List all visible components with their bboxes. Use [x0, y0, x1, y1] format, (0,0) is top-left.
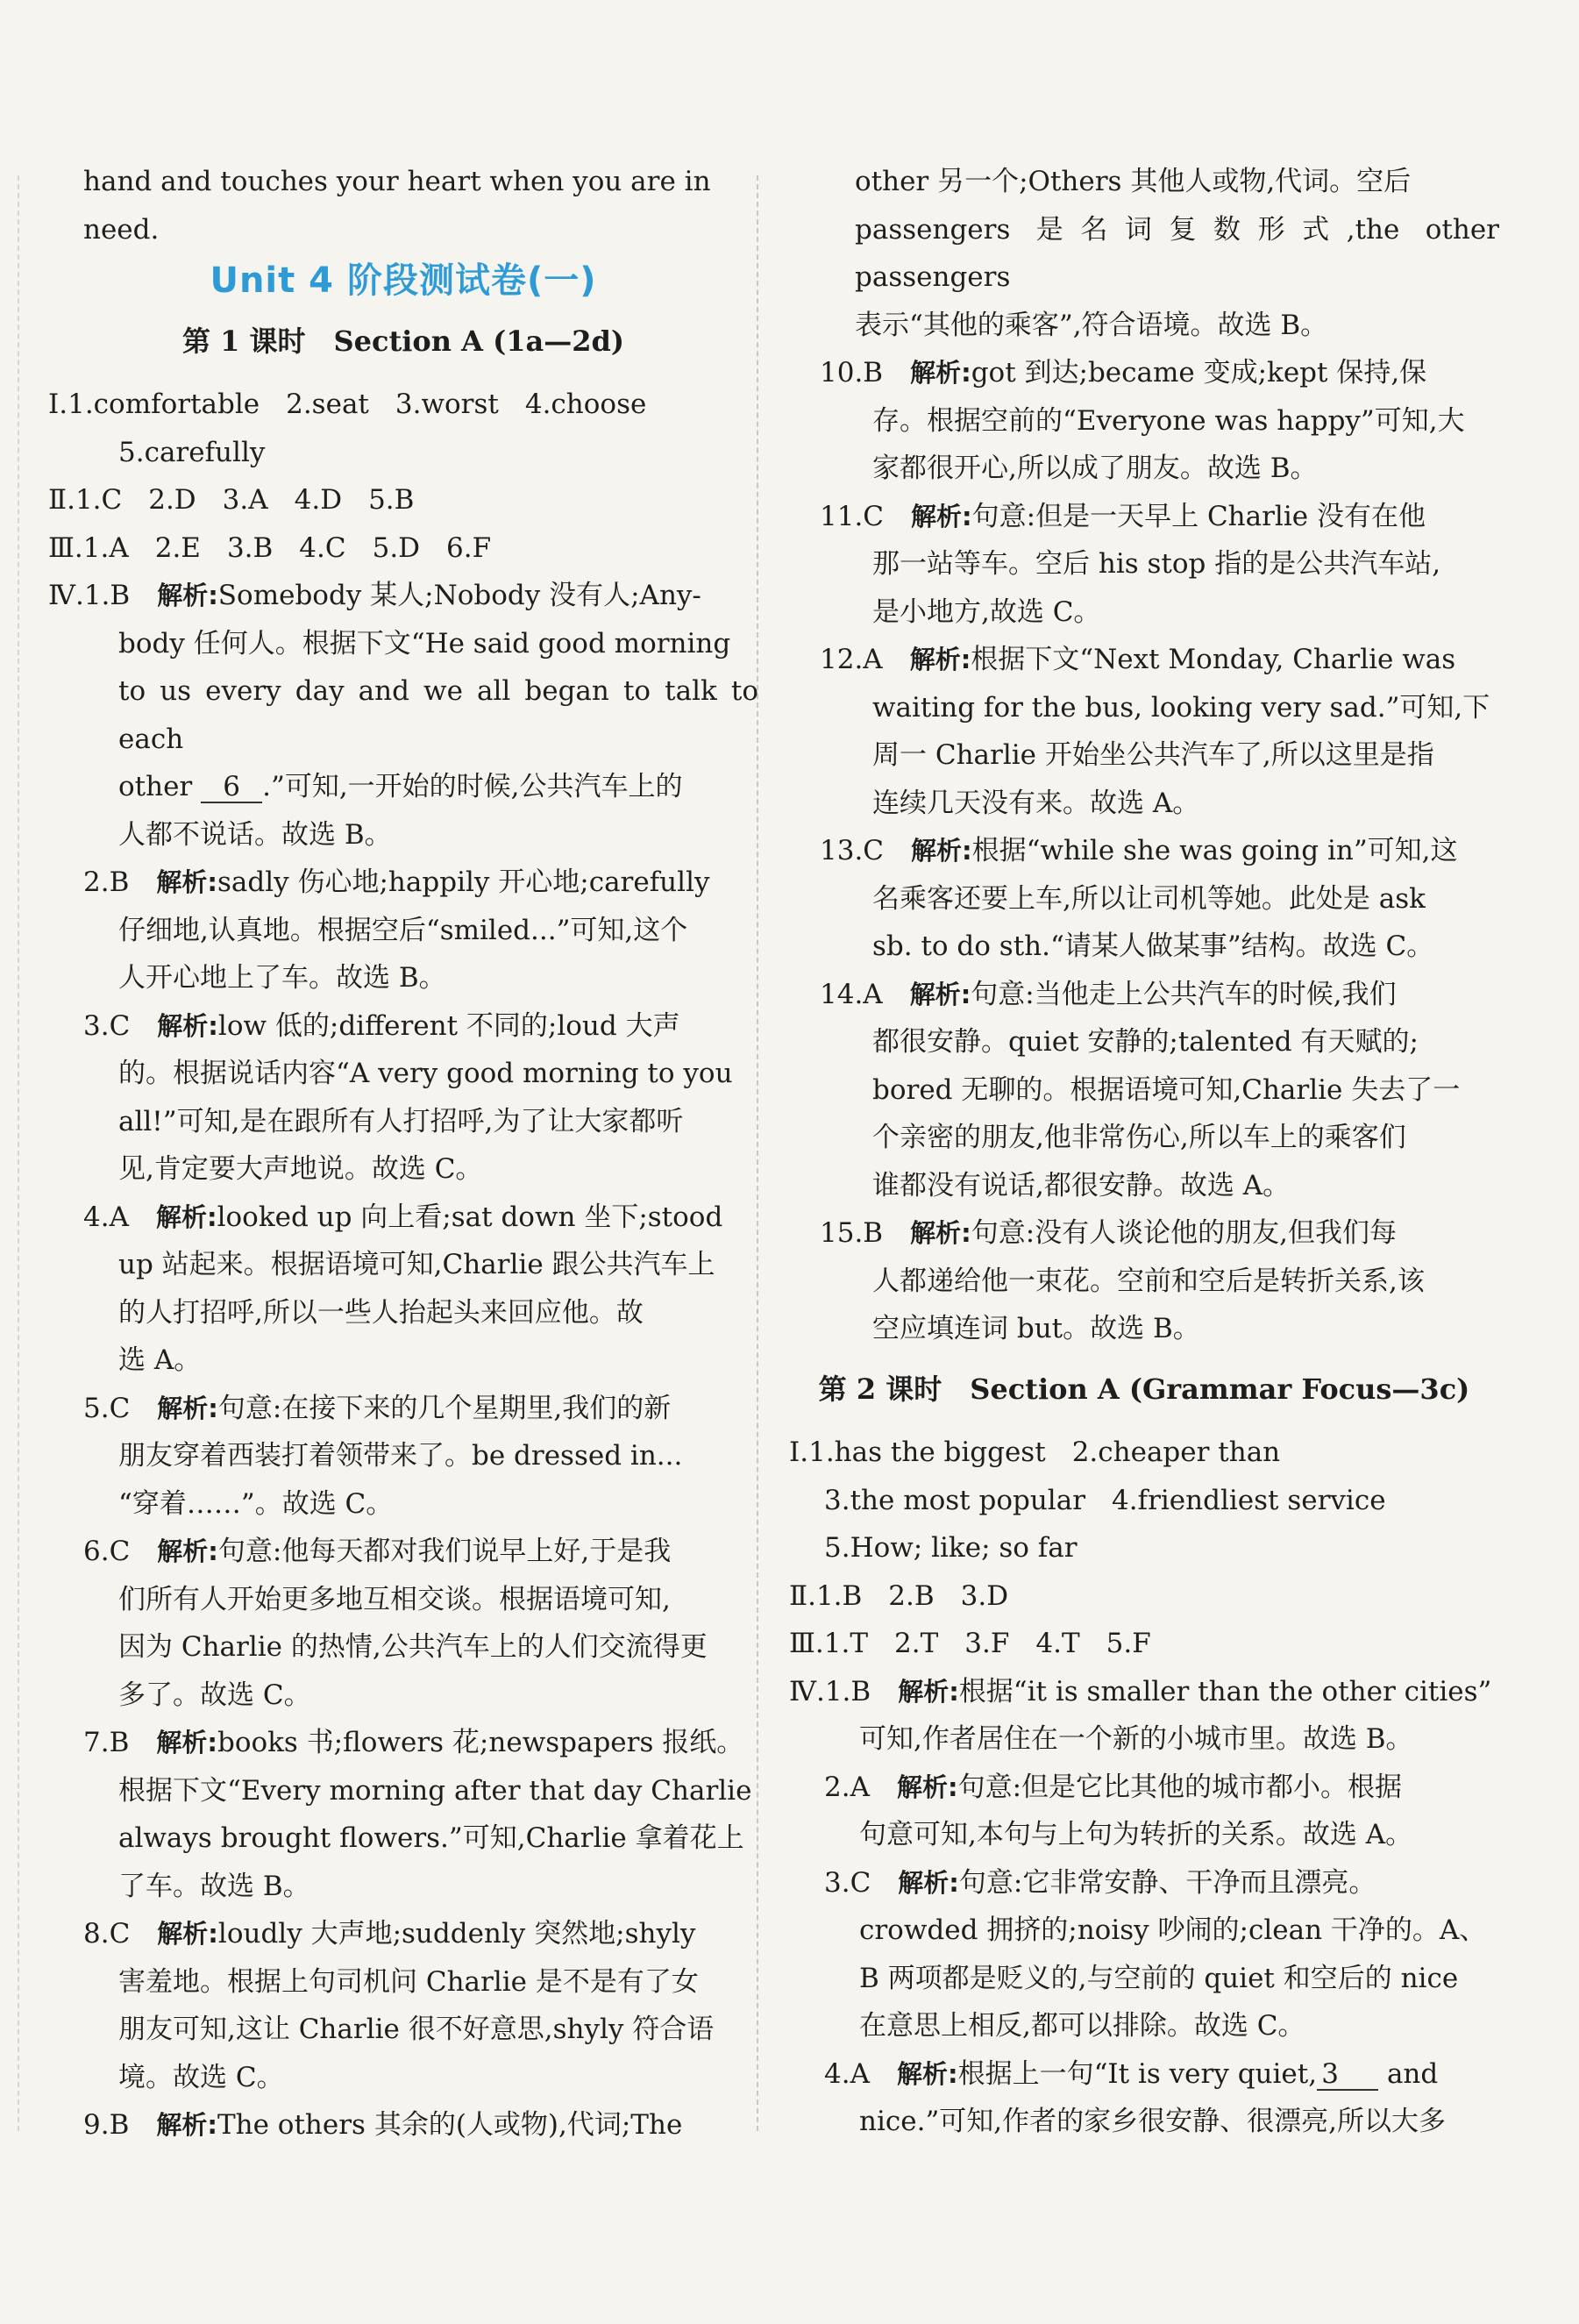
section-label: Ⅲ. — [789, 1628, 824, 1659]
text-line: B 两项都是贬义的,与空前的 quiet 和空后的 nice — [859, 1962, 1459, 1994]
text-line: 空应填连词 but。故选 B。 — [872, 1313, 1200, 1344]
text-line: up 站起来。根据语境可知,Charlie 跟公共汽车上 — [118, 1249, 715, 1280]
answer: 2.T — [894, 1628, 939, 1659]
text-line: 存。根据空前的“Everyone was happy”可知,大 — [872, 404, 1465, 437]
answer: 5.B — [368, 484, 415, 516]
section-label: Ⅰ. — [789, 1436, 809, 1468]
question-number: 6.C — [83, 1536, 131, 1567]
question-number: 4.A — [83, 1201, 129, 1233]
question-number: 15.B — [820, 1217, 884, 1249]
r-section-1-answers-line-2 — [789, 1477, 1499, 1525]
answer: 1.has the biggest — [808, 1436, 1046, 1468]
r-section-3-answers — [789, 1620, 1499, 1668]
explanation-label: 解析: — [155, 1201, 217, 1232]
explanation-label: 解析: — [911, 836, 972, 866]
explanation-label: 解析: — [157, 1393, 218, 1423]
text-line: nice.”可知,作者的家乡很安静、很漂亮,所以大多 — [859, 2106, 1446, 2137]
text-line: 根据下文“Every morning after that day Charlie — [118, 1774, 752, 1807]
answer: 1.C — [75, 484, 123, 516]
question-number: 3.C — [83, 1009, 131, 1042]
unit-title: Unit 4 阶段测试卷(一) — [210, 260, 597, 301]
answer: 4.choose — [524, 389, 647, 420]
text-line: 家都很开心,所以成了朋友。故选 B。 — [872, 453, 1318, 484]
answer: 3.worst — [395, 389, 499, 420]
text-line: body 任何人。根据下文“He said good morning — [118, 627, 731, 659]
question-number: 3.C — [824, 1866, 871, 1899]
section-2-answers — [48, 476, 758, 524]
answer: 4.D — [294, 484, 343, 516]
r-question-2-explanation — [789, 1764, 1499, 1812]
answer: 2.D — [148, 484, 196, 516]
explanation-label: 解析: — [896, 1772, 958, 1802]
answer: 4.C — [299, 531, 346, 564]
text-line: sadly 伤心地;happily 开心地;carefully — [217, 866, 710, 898]
text-line: looked up 向上看;sat down 坐下;stood — [217, 1201, 723, 1233]
text-line: 人都不说话。故选 B。 — [118, 818, 392, 851]
explanation-label: 解析: — [911, 501, 972, 531]
answer: 4.T — [1035, 1628, 1080, 1659]
text-line: 选 A。 — [118, 1344, 202, 1376]
text-line: 根据“while she was going in”可知,这 — [971, 835, 1458, 866]
answer: 3.A — [222, 484, 268, 516]
answer: 4.friendliest service — [1112, 1484, 1386, 1516]
answer: 1.B — [815, 1579, 863, 1612]
blank-number: 6 — [201, 772, 262, 803]
text-line: The others 其余的(人或物),代词;The — [217, 2109, 683, 2141]
text-line: 句意:他每天都对我们说早上好,于是我 — [217, 1536, 672, 1567]
explanation-label: 解析: — [157, 1536, 218, 1566]
question-number: 4.A — [824, 2057, 870, 2090]
section-label: Ⅱ. — [48, 484, 75, 516]
text-line: 害羞地。根据上句司机问 Charlie 是不是有了女 — [118, 1965, 699, 1998]
text-line: all!”可知,是在跟所有人打招呼,为了让大家都听 — [118, 1105, 684, 1137]
text-line: loudly 大声地;suddenly 突然地;shyly — [217, 1918, 696, 1950]
question-number: 14.A — [820, 978, 883, 1010]
r-question-4-explanation — [789, 2050, 1499, 2099]
lesson-2-title: 第 2 课时 Section A (Grammar Focus—3c) — [818, 1372, 1470, 1406]
question-12-explanation — [789, 636, 1499, 684]
question-5-explanation — [48, 1385, 758, 1433]
question-number: 13.C — [820, 835, 885, 866]
text-line: 句意:当他走上公共汽车的时候,我们 — [971, 978, 1397, 1010]
question-7-explanation — [48, 1719, 758, 1767]
text-line: 表示“其他的乘客”,符合语境。故选 B。 — [855, 309, 1328, 341]
text-fragment: and — [1386, 2057, 1439, 2090]
question-number: 11.C — [820, 500, 885, 532]
question-number: 1.B — [824, 1675, 871, 1707]
answer: 1.comfortable — [68, 389, 260, 420]
text-line: 可知,作者居住在一个新的小城市里。故选 B。 — [859, 1723, 1413, 1755]
explanation-label: 解析: — [156, 2110, 217, 2140]
question-2-explanation — [48, 859, 758, 907]
text-line: 因为 Charlie 的热情,公共汽车上的人们交流得更 — [118, 1631, 708, 1663]
text-line: 那一站等车。空后 his stop 指的是公共汽车站, — [872, 548, 1441, 580]
question-10-explanation — [789, 349, 1499, 397]
section-1-answers — [48, 381, 758, 429]
explanation-label: 解析: — [156, 867, 217, 897]
text-line: “穿着……”。故选 C。 — [118, 1487, 394, 1520]
text-line: 多了。故选 C。 — [118, 1679, 311, 1711]
question-15-explanation — [789, 1209, 1499, 1258]
answer: 3.F — [964, 1628, 1010, 1659]
text-fragment: .”可知,一开始的时候,公共汽车上的 — [262, 771, 683, 802]
section-label: Ⅱ. — [789, 1579, 816, 1612]
text-line: Somebody 某人;Nobody 没有人;Any- — [217, 580, 701, 611]
lesson-1-title: 第 1 课时 Section A (1a—2d) — [181, 324, 625, 358]
intro-line-1: hand and touches your heart when you are in — [83, 166, 711, 197]
question-number: 10.B — [820, 357, 884, 389]
explanation-label: 解析: — [898, 1676, 959, 1707]
explanation-label: 解析: — [898, 1867, 959, 1898]
explanation-label: 解析: — [156, 1728, 217, 1757]
question-4-explanation — [48, 1194, 758, 1242]
question-11-explanation — [789, 493, 1499, 541]
text-line: 了车。故选 B。 — [118, 1870, 310, 1902]
text-line: 连续几天没有来。故选 A。 — [872, 787, 1200, 819]
text-line: waiting for the bus, looking very sad.”可知,下 — [872, 691, 1490, 724]
answer: 1.A — [82, 531, 129, 564]
r-question-1-explanation — [789, 1668, 1499, 1716]
text-line: 人开心地上了车。故选 B。 — [118, 962, 446, 994]
answer: 3.the most popular — [824, 1484, 1086, 1516]
text-line: other 另一个;Others 其他人或物,代词。空后 — [855, 166, 1412, 197]
question-14-explanation — [789, 971, 1499, 1019]
r-question-3-explanation — [789, 1859, 1499, 1907]
explanation-label: 解析: — [910, 358, 971, 388]
text-line: 都很安静。quiet 安静的;talented 有天赋的; — [872, 1026, 1419, 1058]
text-line: 人都递给他一束花。空前和空后是转折关系,该 — [872, 1265, 1425, 1297]
section-label: Ⅳ. — [789, 1675, 825, 1707]
text-line: 句意:没有人谈论他的朋友,但我们每 — [971, 1217, 1397, 1249]
answer: 2.seat — [286, 389, 369, 420]
text-fragment: 根据上一句“It is very quiet, — [957, 2057, 1318, 2090]
text-line: 是小地方,故选 C。 — [872, 595, 1101, 628]
question-8-explanation — [48, 1910, 758, 1958]
text-line: 句意:但是一天早上 Charlie 没有在他 — [971, 500, 1426, 532]
text-line: sb. to do sth.“请某人做某事”结构。故选 C。 — [872, 930, 1434, 962]
question-number: 8.C — [83, 1918, 131, 1950]
question-3-explanation — [48, 1002, 758, 1051]
question-number: 1.B — [83, 580, 131, 611]
text-line: 们所有人开始更多地互相交谈。根据语境可知, — [118, 1583, 671, 1615]
explanation-label: 解析: — [157, 581, 218, 610]
text-line: crowded 拥挤的;noisy 吵闹的;clean 干净的。A、 — [859, 1914, 1487, 1946]
explanation-label: 解析: — [157, 1010, 218, 1041]
binding-edge-line — [18, 175, 19, 2131]
text-line: 境。故选 C。 — [118, 2061, 284, 2093]
text-line: got 到达;became 变成;kept 保持,保 — [971, 357, 1427, 389]
text-line: low 低的;different 不同的;loud 大声 — [217, 1009, 680, 1042]
text-line: 在意思上相反,都可以排除。故选 C。 — [859, 2010, 1305, 2042]
blank-number: 3 — [1317, 2059, 1378, 2091]
section-label: Ⅳ. — [48, 580, 84, 611]
right-column — [789, 158, 1499, 2146]
explanation-label: 解析: — [910, 1218, 971, 1248]
answer: 1.T — [823, 1628, 869, 1659]
explanation-label: 解析: — [909, 979, 971, 1009]
answer: 3.D — [960, 1579, 1009, 1612]
text-line: 句意:它非常安静、干净而且漂亮。 — [958, 1866, 1376, 1899]
answer: 3.B — [226, 531, 274, 564]
text-line: 根据“it is smaller than the other cities” — [958, 1675, 1492, 1707]
text-line: 的人打招呼,所以一些人抬起头来回应他。故 — [118, 1296, 644, 1329]
answer: 6.F — [446, 531, 492, 564]
text-line: to us every day and we all began to talk to each — [118, 675, 758, 755]
r-section-1-answers-line-3: 5.How; like; so far — [824, 1532, 1078, 1564]
question-number: 9.B — [83, 2109, 130, 2141]
explanation-label: 解析: — [157, 1919, 218, 1949]
question-number: 7.B — [83, 1727, 130, 1758]
text-line: 名乘客还要上车,所以让司机等她。此处是 ask — [872, 882, 1426, 915]
text-line: 谁都没有说话,都很安静。故选 A。 — [872, 1169, 1291, 1201]
text-line: 仔细地,认真地。根据空后“smiled...”可知,这个 — [118, 914, 688, 946]
question-number: 5.C — [83, 1392, 131, 1424]
answer: 2.E — [154, 531, 201, 564]
text-line: 朋友可知,这让 Charlie 很不好意思,shyly 符合语 — [118, 2014, 715, 2045]
section-1-answers-line-2: 5.carefully — [118, 436, 266, 468]
text-line: 句意:但是它比其他的城市都小。根据 — [957, 1771, 1403, 1803]
text-line: 的。根据说话内容“A very good morning to you — [118, 1058, 733, 1089]
question-13-explanation — [789, 827, 1499, 875]
section-3-answers — [48, 524, 758, 573]
intro-line-2: need. — [83, 213, 160, 246]
text-line: books 书;flowers 花;newspapers 报纸。 — [217, 1727, 744, 1758]
question-number: 2.B — [83, 866, 130, 898]
text-line: 朋友穿着西装打着领带来了。be dressed in... — [118, 1440, 683, 1472]
answer: 2.cheaper than — [1071, 1436, 1281, 1468]
question-number: 12.A — [820, 644, 883, 675]
explanation-label: 解析: — [896, 2058, 958, 2089]
text-line: always brought flowers.”可知,Charlie 拿着花上 — [118, 1822, 744, 1854]
r-section-1-answers — [789, 1429, 1499, 1477]
section-label: Ⅲ. — [48, 531, 83, 564]
answer: 5.F — [1106, 1628, 1151, 1659]
r-section-2-answers — [789, 1572, 1499, 1621]
question-9-explanation — [48, 2101, 758, 2149]
text-line — [48, 763, 758, 811]
explanation-label: 解析: — [909, 645, 971, 674]
text-line: 个亲密的朋友,他非常伤心,所以车上的乘客们 — [872, 1122, 1406, 1153]
text-line: 见,肯定要大声地说。故选 C。 — [118, 1153, 483, 1185]
answer: 2.B — [888, 1579, 935, 1612]
question-number: 2.A — [824, 1771, 870, 1803]
text-line: 句意:在接下来的几个星期里,我们的新 — [217, 1392, 672, 1424]
question-6-explanation — [48, 1528, 758, 1576]
text-fragment: other — [118, 771, 193, 802]
text-line: 根据下文“Next Monday, Charlie was — [971, 644, 1456, 675]
question-1-explanation — [48, 572, 758, 620]
section-label: Ⅰ. — [48, 389, 68, 420]
text-line: bored 无聊的。根据语境可知,Charlie 失去了一 — [872, 1073, 1461, 1106]
answer: 5.D — [372, 531, 421, 564]
text-line: passengers 是名词复数形式,the other passengers — [855, 213, 1499, 293]
text-line: 句意可知,本句与上句为转折的关系。故选 A。 — [859, 1819, 1413, 1850]
left-column — [48, 158, 758, 2149]
text-line: 周一 Charlie 开始坐公共汽车了,所以这里是指 — [872, 739, 1434, 771]
